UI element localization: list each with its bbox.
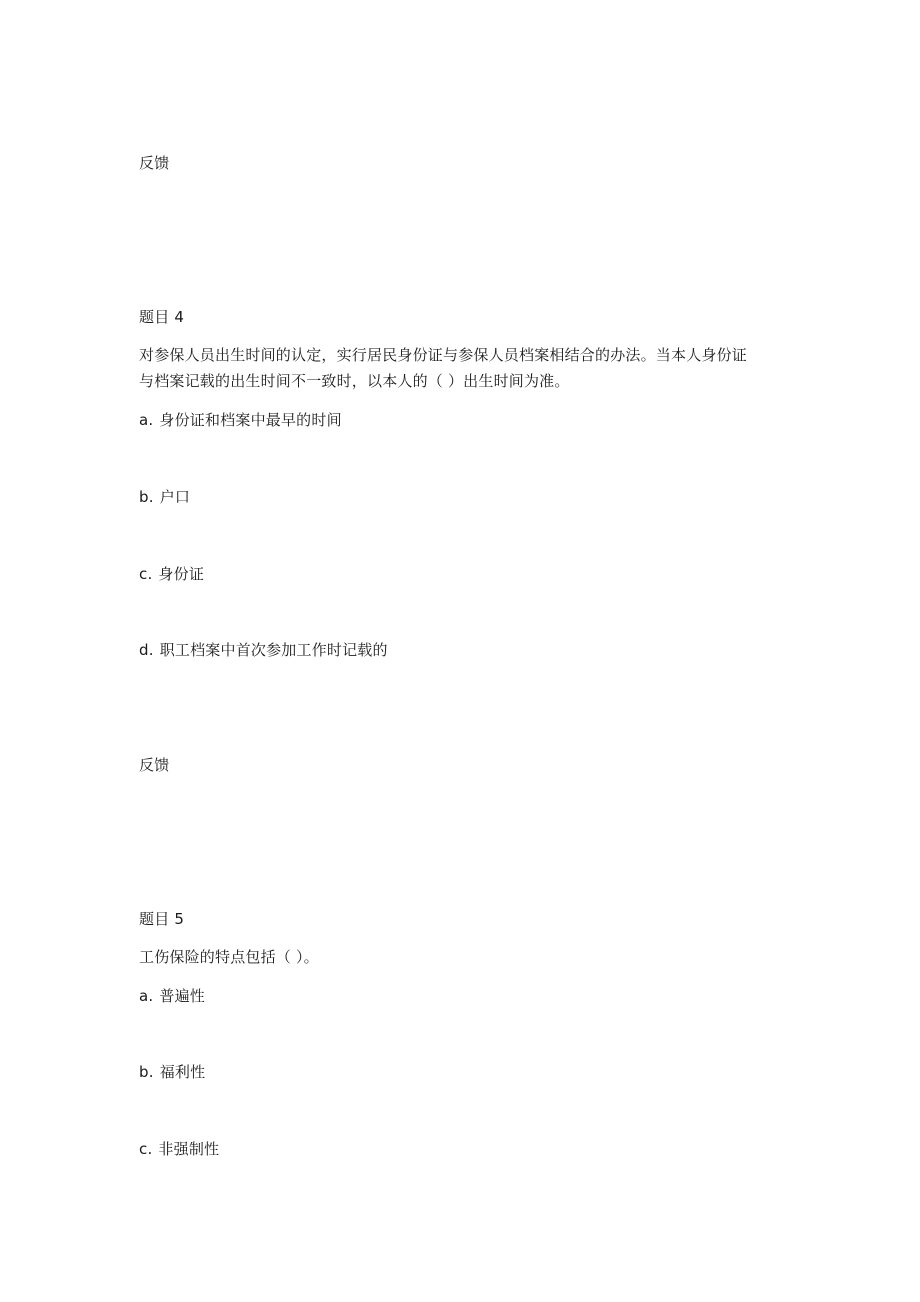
question-4-option-c[interactable]: [139, 562, 204, 586]
option-letter: c.: [139, 1140, 153, 1158]
option-letter: a.: [139, 987, 154, 1005]
option-letter: a.: [139, 411, 154, 429]
question-4-text-line-1: 对参保人员出生时间的认定，实行居民身份证与参保人员档案相结合的办法。当本人身份证: [139, 346, 748, 364]
option-letter: b.: [139, 488, 154, 506]
question-5-title: 题目 5: [139, 910, 185, 928]
question-4-text-line-2: 与档案记载的出生时间不一致时，以本人的（ ）出生时间为准。: [139, 372, 570, 390]
option-text: 非强制性: [158, 1140, 220, 1158]
question-5-option-a[interactable]: [139, 984, 205, 1008]
option-text: 身份证和档案中最早的时间: [159, 411, 342, 429]
question-5-text-line-1: 工伤保险的特点包括（ ）。: [139, 948, 319, 966]
question-5-option-c[interactable]: [139, 1137, 219, 1161]
option-text: 福利性: [159, 1063, 206, 1081]
option-text: 身份证: [158, 565, 205, 583]
option-letter: d.: [139, 641, 154, 659]
option-text: 普遍性: [159, 987, 205, 1005]
option-text: 职工档案中首次参加工作时记载的: [159, 641, 388, 659]
option-text: 户口: [159, 488, 191, 506]
question-4-option-d[interactable]: [139, 638, 388, 662]
option-letter: b.: [139, 1063, 154, 1081]
feedback-label: 反馈: [139, 154, 170, 172]
question-4-option-a[interactable]: [139, 408, 342, 432]
question-4-feedback-label: 反馈: [139, 756, 170, 774]
question-5-option-b[interactable]: [139, 1060, 205, 1084]
option-letter: c.: [139, 565, 153, 583]
question-4-title: 题目 4: [139, 308, 185, 326]
question-4-option-b[interactable]: [139, 485, 190, 509]
